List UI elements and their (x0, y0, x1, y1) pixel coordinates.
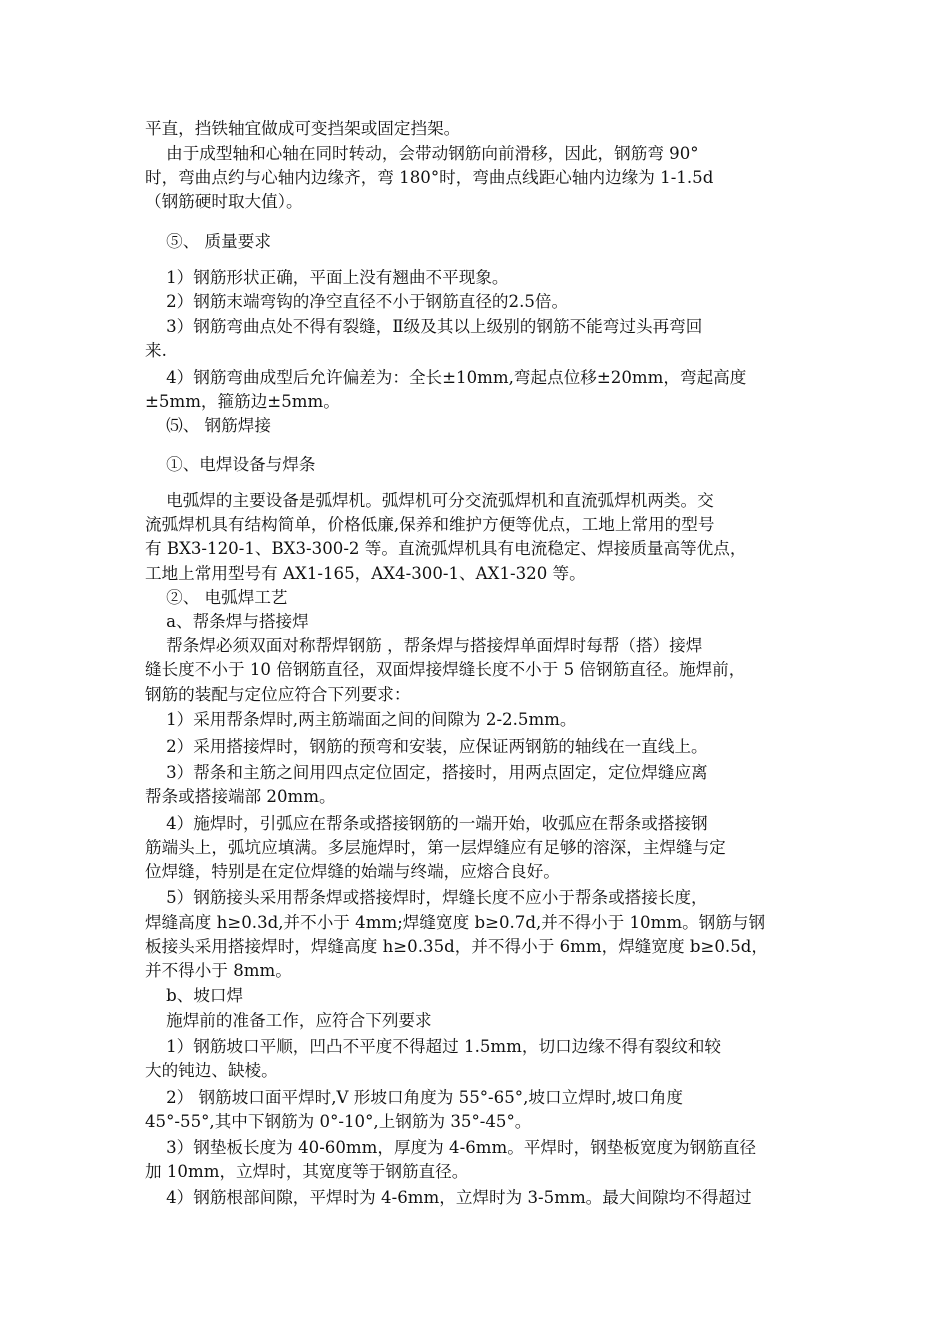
text-line: 流弧焊机具有结构简单，价格低廉,保养和维护方便等优点，工地上常用的型号 (145, 515, 715, 534)
text-line: 电弧焊的主要设备是弧焊机。弧焊机可分交流弧焊机和直流弧焊机两类。交 (145, 491, 714, 510)
text-line: 大的钝边、缺棱。 (145, 1061, 278, 1080)
text-line: 4）施焊时，引弧应在帮条或搭接钢筋的一端开始，收弧应在帮条或搭接钢 (145, 814, 708, 833)
text-line: 1）钢筋坡口平顺，凹凸不平度不得超过 1.5mm，切口边缘不得有裂纹和较 (145, 1037, 722, 1056)
text-line: 施焊前的准备工作，应符合下列要求 (145, 1011, 432, 1030)
text-line: 3）钢垫板长度为 40-60mm，厚度为 4-6mm。平焊时，钢垫板宽度为钢筋直径 (145, 1138, 757, 1157)
text-line: 4）钢筋弯曲成型后允许偏差为：全长±10mm,弯起点位移±20mm，弯起高度 (145, 368, 747, 387)
text-line: 工地上常用型号有 AX1-165，AX4-300-1、AX1-320 等。 (145, 564, 586, 583)
text-line: 3）钢筋弯曲点处不得有裂缝，Ⅱ级及其以上级别的钢筋不能弯过头再弯回 (145, 317, 703, 336)
text-line: 45°-55°,其中下钢筋为 0°-10°,上钢筋为 35°-45°。 (145, 1112, 532, 1131)
text-line: 由于成型轴和心轴在同时转动，会带动钢筋向前滑移，因此，钢筋弯 90° (145, 144, 699, 163)
text-line: 3）帮条和主筋之间用四点定位固定，搭接时，用两点固定，定位焊缝应离 (145, 763, 708, 782)
text-line: 位焊缝，特别是在定位焊缝的始端与终端，应熔合良好。 (145, 862, 560, 881)
text-line: 2）采用搭接焊时，钢筋的预弯和安装，应保证两钢筋的轴线在一直线上。 (145, 737, 708, 756)
text-line: 2）钢筋末端弯钩的净空直径不小于钢筋直径的2.5倍。 (145, 292, 569, 311)
text-line: 帮条或搭接端部 20mm。 (145, 787, 336, 806)
text-line: 焊缝高度 h≥0.3d,并不小于 4mm;焊缝宽度 b≥0.7d,并不得小于 10mm。钢筋与钢 (145, 913, 766, 932)
text-line: 5）钢筋接头采用帮条焊或搭接焊时，焊缝长度不应小于帮条或搭接长度， (145, 888, 708, 907)
text-line: 帮条焊必须双面对称帮焊钢筋 ，帮条焊与搭接焊单面焊时每帮（搭）接焊 (145, 636, 703, 655)
text-line: ±5mm，箍筋边±5mm。 (145, 392, 340, 411)
text-line: 加 10mm，立焊时，其宽度等于钢筋直径。 (145, 1162, 469, 1181)
text-line: 来. (145, 341, 167, 360)
section-heading: a、帮条焊与搭接焊 (145, 612, 309, 631)
text-line: 缝长度不小于 10 倍钢筋直径，双面焊接焊缝长度不小于 5 倍钢筋直径。施焊前， (145, 660, 746, 679)
section-heading: b、坡口焊 (145, 986, 244, 1005)
section-heading: ⑸、 钢筋焊接 (145, 416, 271, 435)
text-line: 平直，挡铁轴宜做成可变挡架或固定挡架。 (145, 119, 461, 138)
text-line: 时，弯曲点约与心轴内边缘齐，弯 180°时，弯曲点线距心轴内边缘为 1-1.5d (145, 168, 714, 187)
text-line: 1）采用帮条焊时,两主筋端面之间的间隙为 2-2.5mm。 (145, 710, 577, 729)
section-heading: ①、电焊设备与焊条 (145, 455, 316, 474)
text-line: 钢筋的装配与定位应符合下列要求： (145, 685, 411, 704)
text-line: 1）钢筋形状正确，平面上没有翘曲不平现象。 (145, 268, 509, 287)
text-line: 筋端头上，弧坑应填满。多层施焊时，第一层焊缝应有足够的溶深，主焊缝与定 (145, 838, 726, 857)
section-heading: ⑤、 质量要求 (145, 232, 271, 251)
section-heading: ②、 电弧焊工艺 (145, 588, 288, 607)
text-line: （钢筋硬时取大值）。 (145, 192, 303, 211)
text-line: 有 BX3-120-1、BX3-300-2 等。直流弧焊机具有电流稳定、焊接质量高等优点， (145, 539, 747, 558)
text-line: 2） 钢筋坡口面平焊时,V 形坡口角度为 55°-65°,坡口立焊时,坡口角度 (145, 1088, 683, 1107)
text-line: 板接头采用搭接焊时，焊缝高度 h≥0.35d，并不得小于 6mm，焊缝宽度 b≥0.5d， (145, 937, 768, 956)
text-line: 并不得小于 8mm。 (145, 961, 292, 980)
text-line: 4）钢筋根部间隙，平焊时为 4-6mm，立焊时为 3-5mm。最大间隙均不得超过 (145, 1188, 752, 1207)
